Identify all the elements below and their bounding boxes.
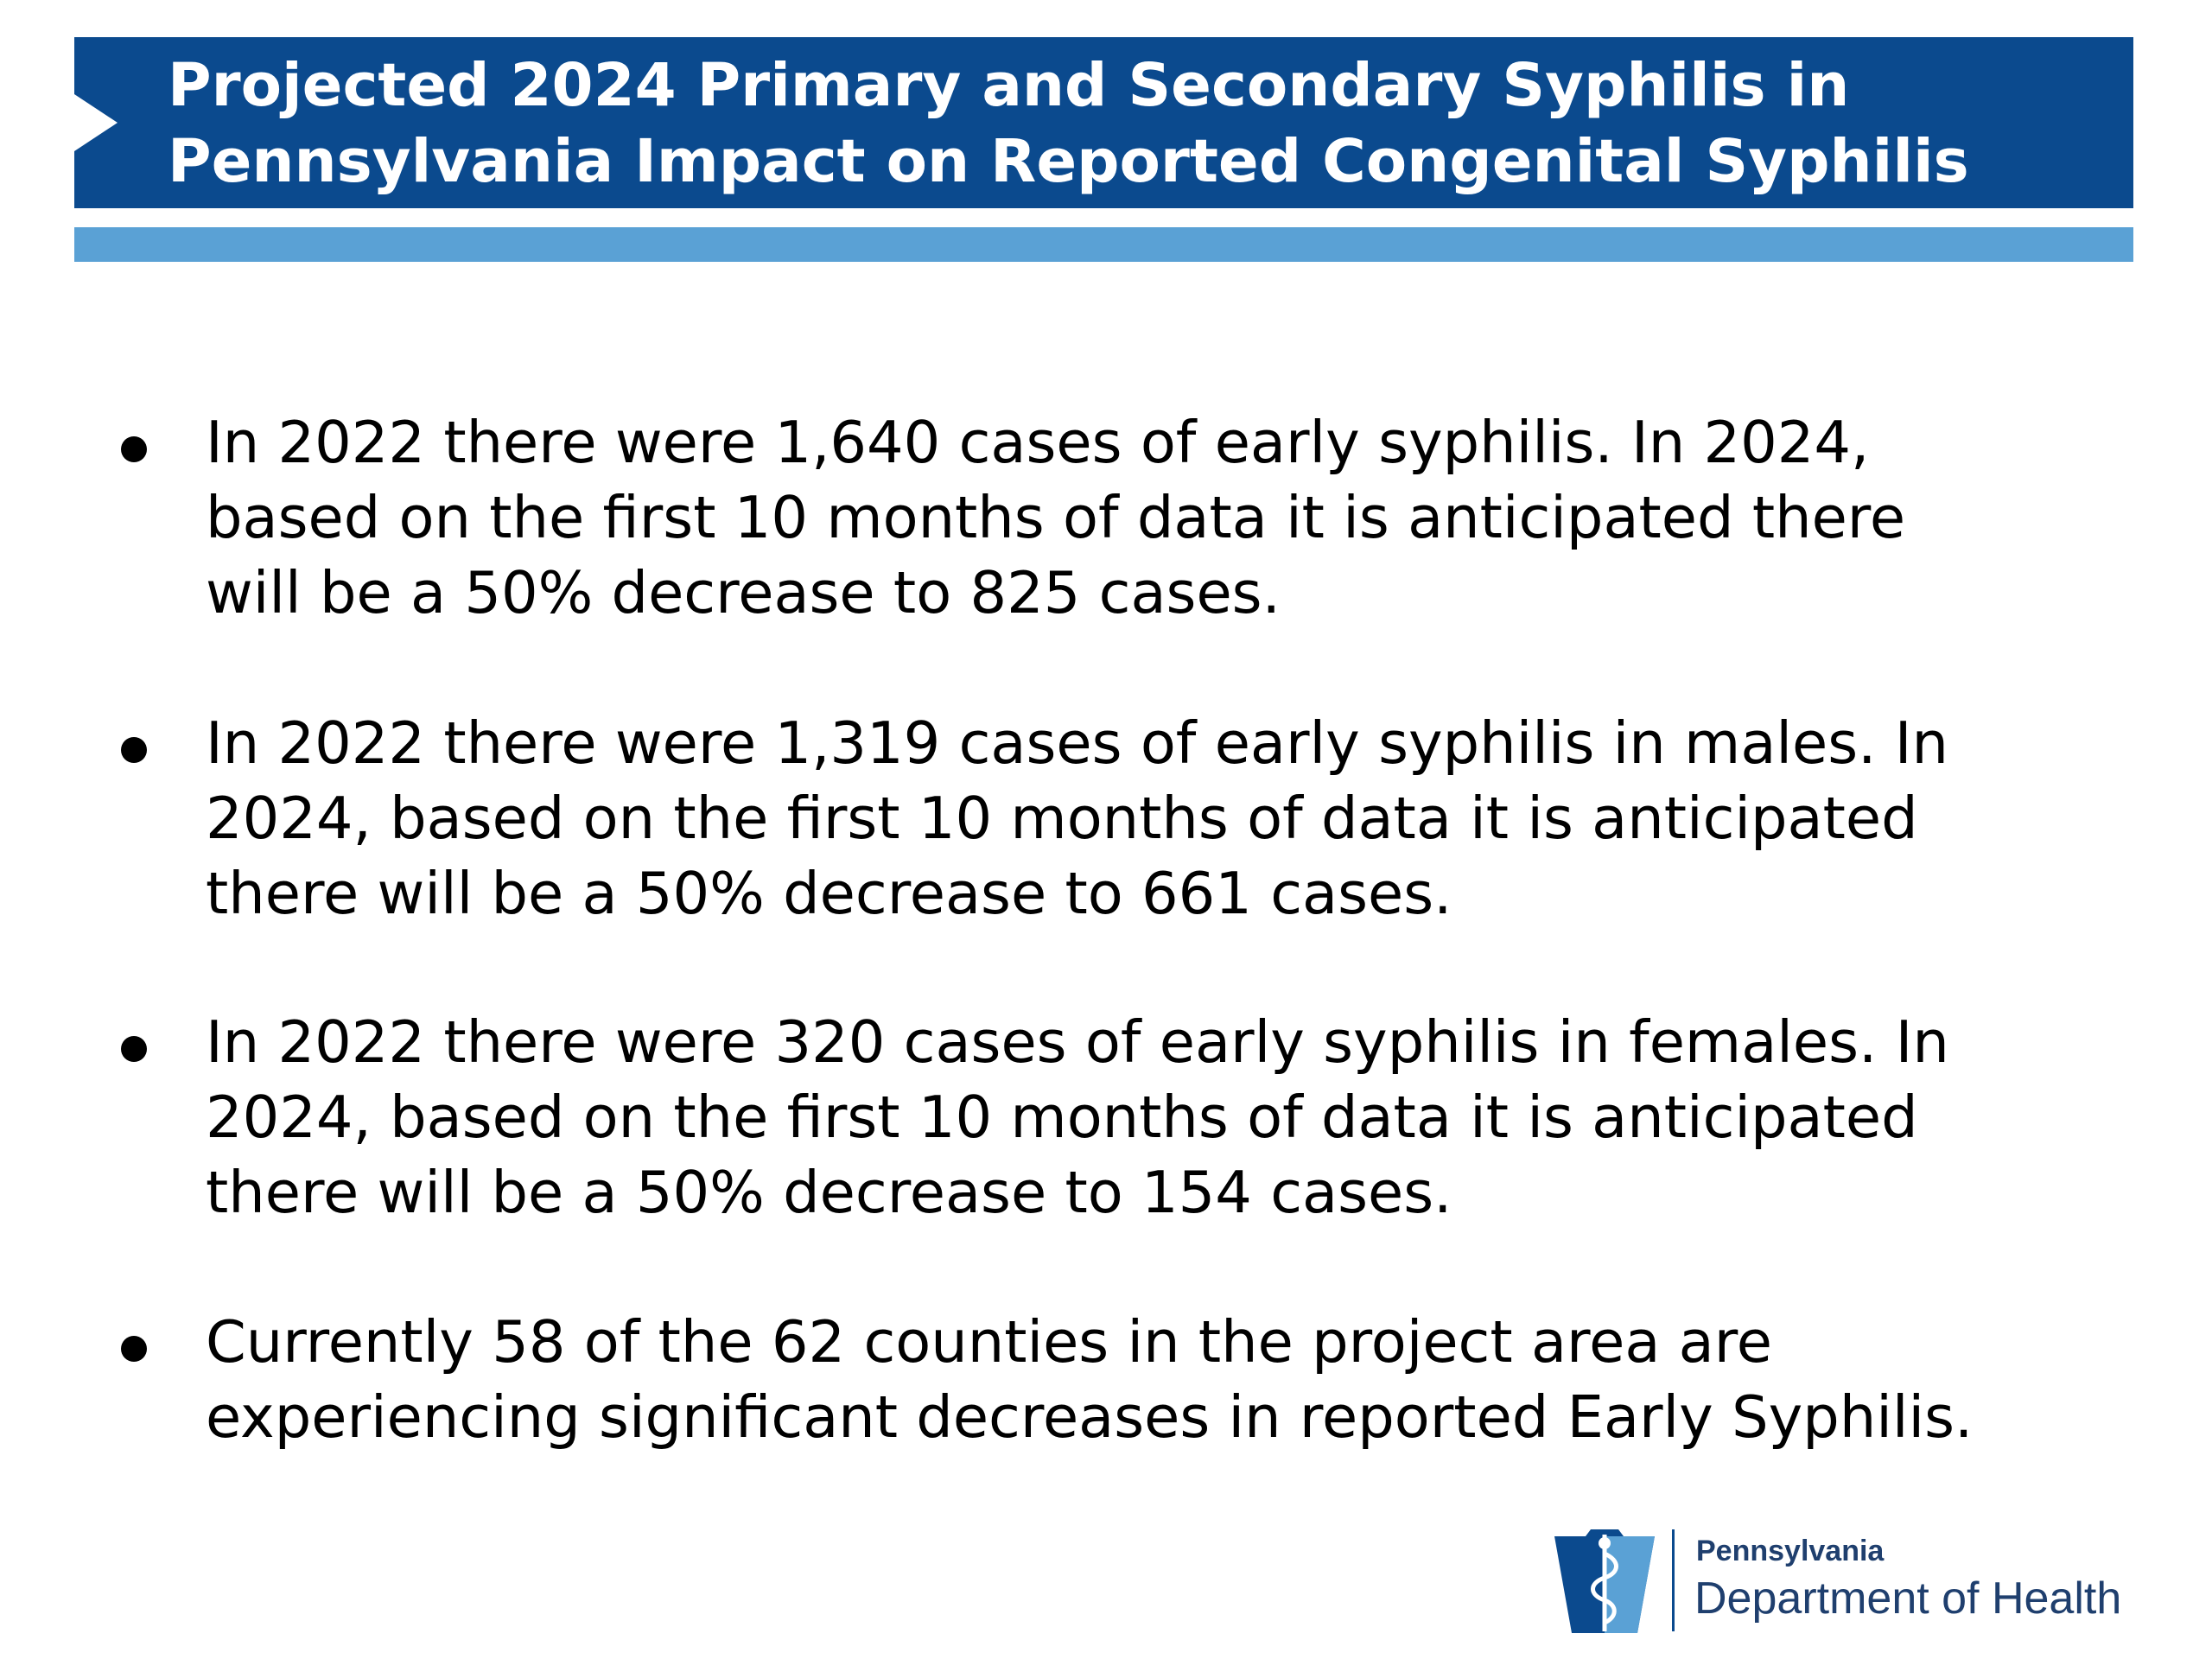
slide-title-line-2: Pennsylvania Impact on Reported Congenital Syphilis [168, 127, 1969, 196]
bullet-dot [121, 436, 147, 462]
title-accent-bar [74, 227, 2133, 262]
bullet-text [206, 405, 2158, 631]
bullet-line: there will be a 50% decrease to 154 cases. [206, 1159, 1452, 1226]
slide-title-banner [74, 37, 2133, 208]
slide-title-line-1: Projected 2024 Primary and Secondary Syphilis in [168, 51, 1850, 120]
bullet-line: experiencing significant decreases in reported Early Syphilis. [206, 1383, 1974, 1451]
bullet-line: Currently 58 of the 62 counties in the project area are [206, 1308, 1773, 1376]
bullet-line: there will be a 50% decrease to 661 cases. [206, 860, 1452, 927]
bullet-line: 2024, based on the first 10 months of data it is anticipated [206, 1084, 1918, 1151]
pa-department-of-health-logo [1551, 1528, 2139, 1635]
bullet-text [206, 706, 2158, 931]
title-arrow-notch [74, 94, 118, 151]
bullet-line: will be a 50% decrease to 825 cases. [206, 559, 1281, 626]
logo-department-name: Department of Health [1694, 1573, 2122, 1624]
bullet-dot [121, 1336, 147, 1362]
keystone-caduceus-icon [1551, 1528, 1658, 1635]
logo-divider [1672, 1529, 1675, 1631]
bullet-line: In 2022 there were 320 cases of early syphilis in females. In [206, 1008, 1949, 1076]
bullet-line: In 2022 there were 1,319 cases of early syphilis in males. In [206, 709, 1948, 777]
bullet-dot [121, 737, 147, 763]
bullet-dot [121, 1036, 147, 1062]
bullet-text [206, 1305, 2158, 1455]
bullet-line: based on the first 10 months of data it is anticipated there [206, 484, 1906, 551]
bullet-text [206, 1005, 2158, 1230]
bullet-line: 2024, based on the first 10 months of data it is anticipated [206, 785, 1918, 852]
bullet-line: In 2022 there were 1,640 cases of early syphilis. In 2024, [206, 409, 1870, 476]
logo-state-name: Pennsylvania [1696, 1535, 1885, 1567]
